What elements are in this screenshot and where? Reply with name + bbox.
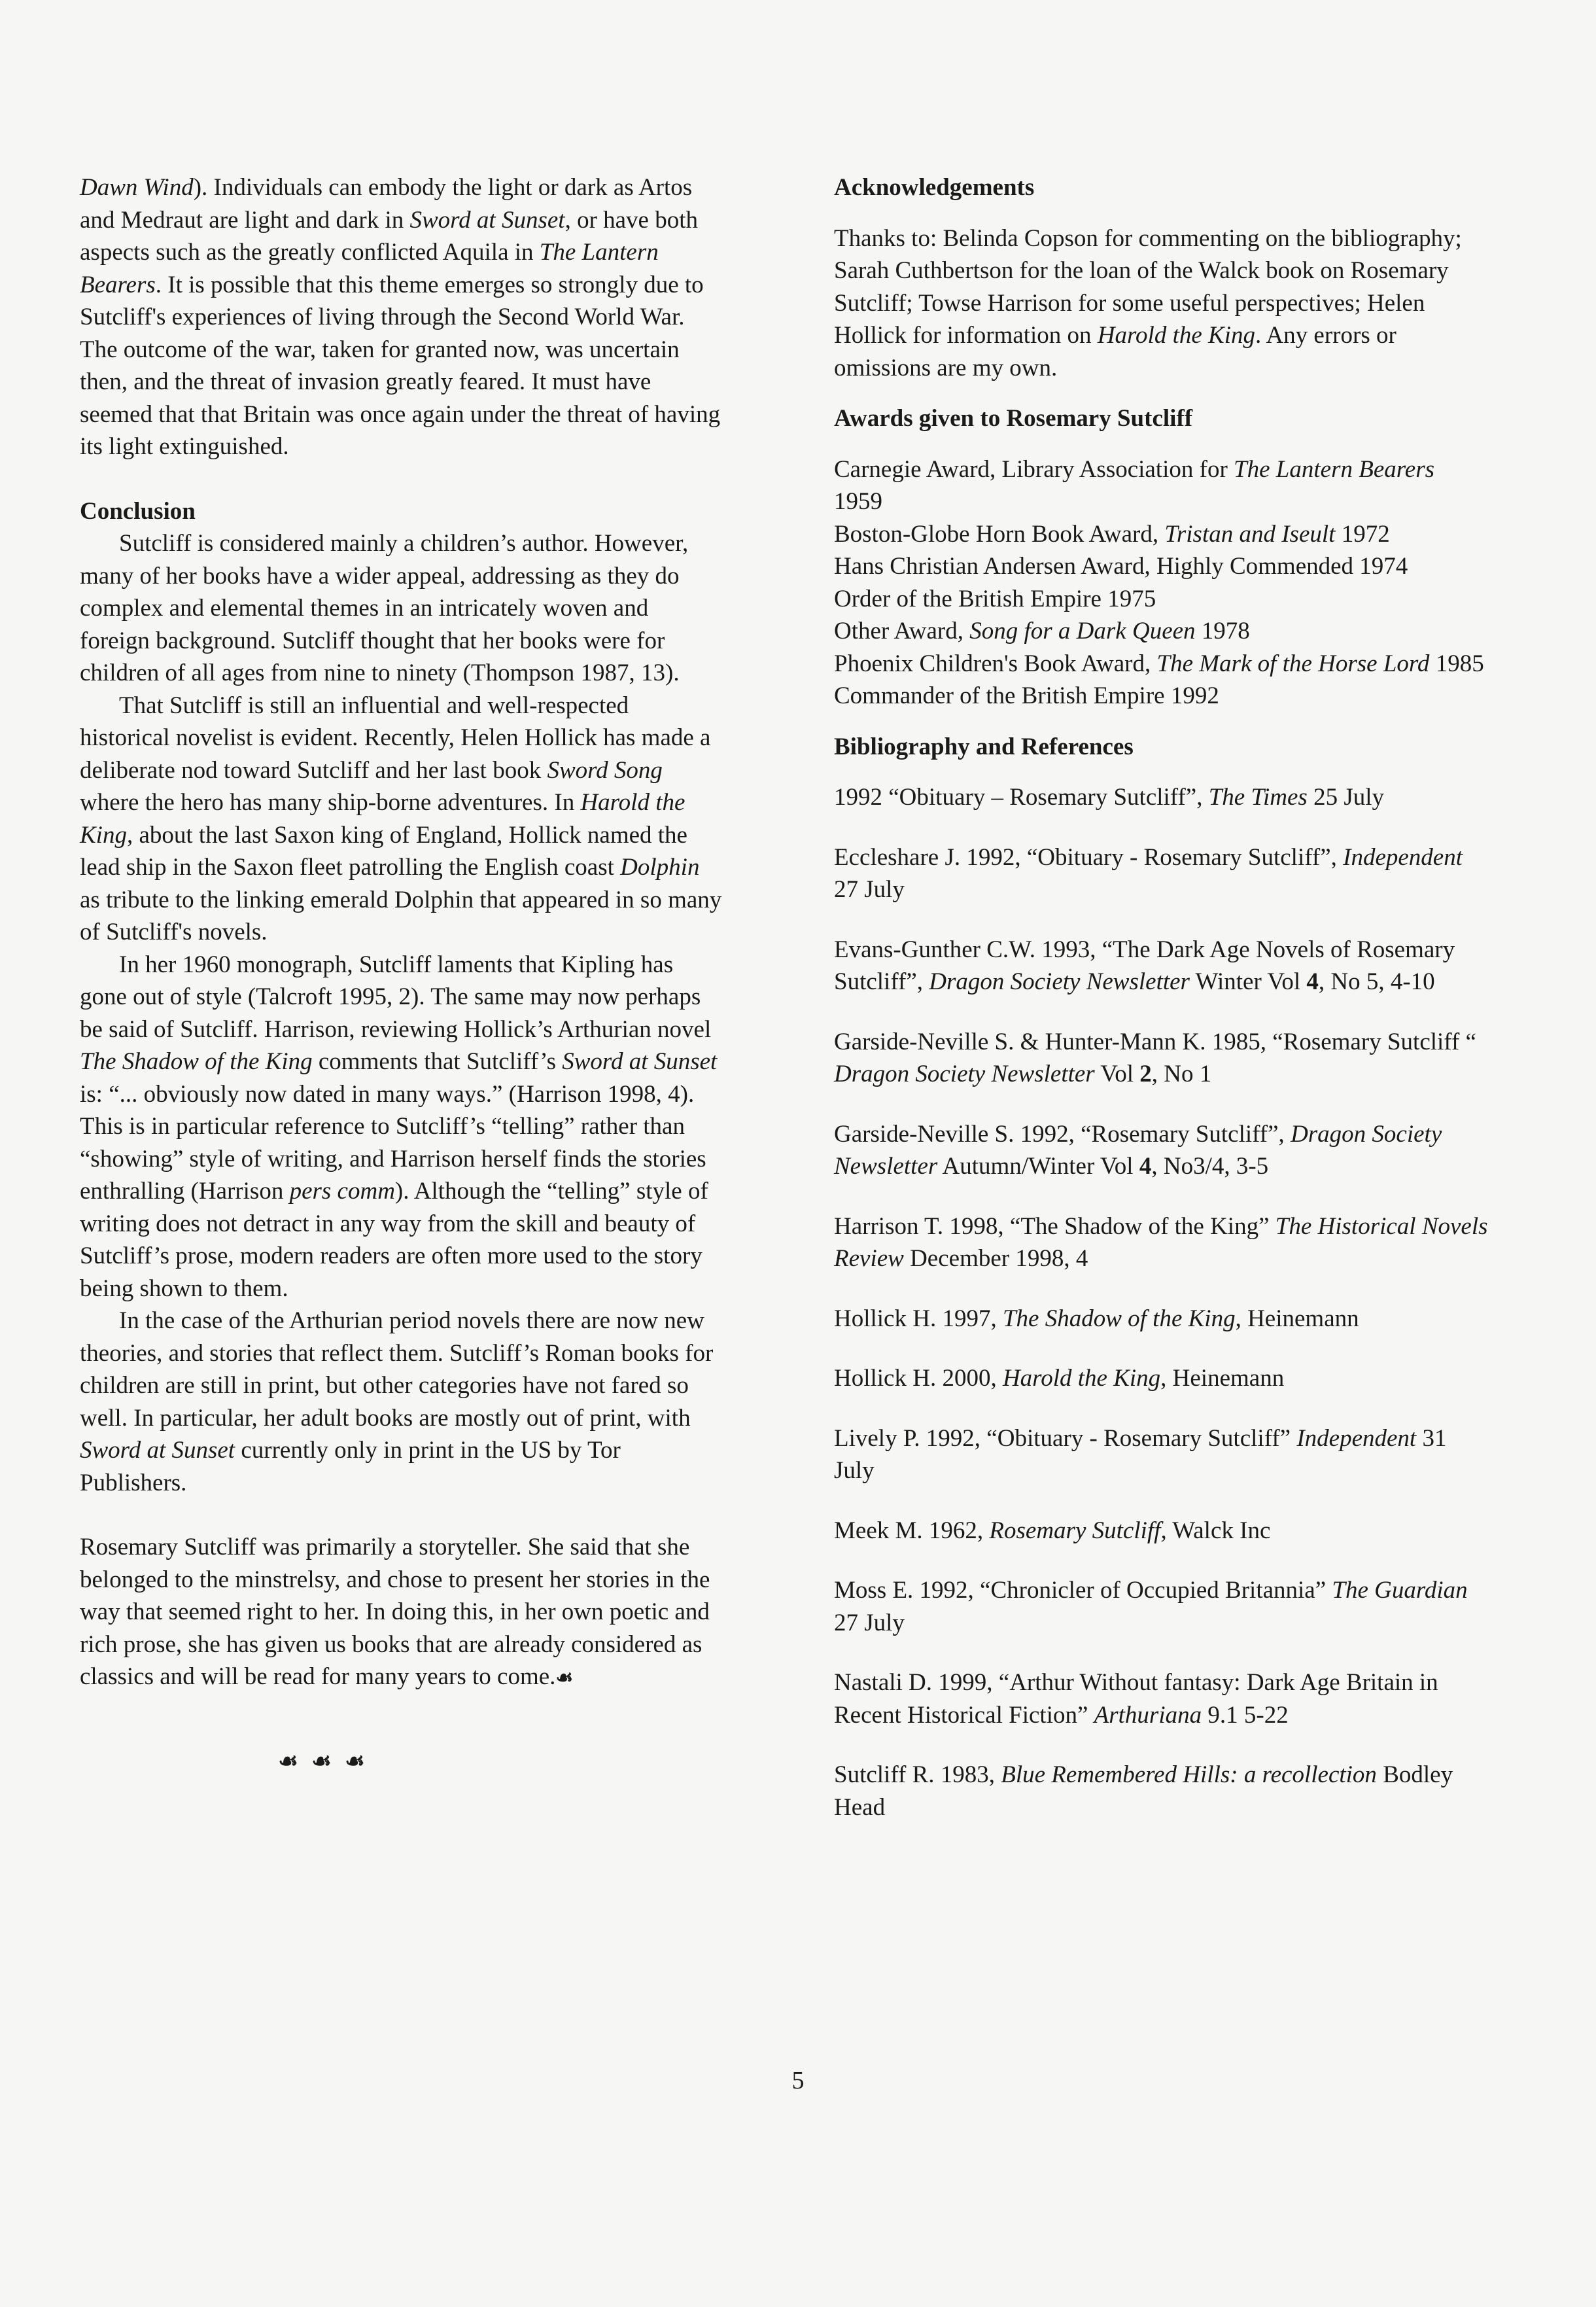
conclusion-paragraph-2 bbox=[80, 690, 724, 949]
award-item bbox=[834, 550, 1488, 583]
text-run: December 1998, 4 bbox=[903, 1245, 1088, 1272]
text-run: Nastali D. 1999, “Arthur Without fantasy: Dark Age Britain in Recent Historical Fiction” bbox=[834, 1669, 1438, 1729]
italic-text: The Mark of the Horse Lord bbox=[1156, 650, 1430, 677]
end-mark-icon: ☙ bbox=[555, 1667, 574, 1689]
award-item bbox=[834, 453, 1488, 518]
text-run: Hollick H. 2000, bbox=[834, 1365, 1003, 1392]
italic-text: pers comm bbox=[289, 1178, 395, 1205]
reference-item bbox=[834, 1118, 1488, 1183]
text-run: , No3/4, 3-5 bbox=[1151, 1153, 1269, 1180]
italic-text: Dragon Society Newsletter bbox=[834, 1061, 1095, 1087]
intro-paragraph bbox=[80, 171, 724, 463]
text-run: 1972 bbox=[1335, 520, 1390, 548]
text-run: . Any errors or omissions are my own. bbox=[834, 322, 1396, 381]
text-run: 1992 “Obituary – Rosemary Sutcliff”, bbox=[834, 784, 1209, 811]
text-run: Moss E. 1992, “Chronicler of Occupied Britannia” bbox=[834, 1577, 1332, 1604]
reference-item bbox=[834, 1026, 1488, 1091]
text-run: Phoenix Children's Book Award, bbox=[834, 650, 1157, 677]
italic-text: Rosemary Sutcliff, bbox=[989, 1517, 1167, 1544]
text-run: , about the last Saxon king of England, Hollick named the lead ship in the Saxon fleet patrolling the English coast bbox=[80, 821, 687, 881]
italic-text: Independent bbox=[1296, 1424, 1417, 1452]
award-item bbox=[834, 648, 1488, 680]
text-run: That Sutcliff is still an influential and well-respected historical novelist is evident. Recently, Helen Hollick has made a deliberate nod toward Sutcliff and her last book bbox=[80, 692, 711, 784]
italic-text: Dawn Wind bbox=[80, 174, 194, 201]
text-run: Eccleshare J. 1992, “Obituary - Rosemary Sutcliff”, bbox=[834, 843, 1344, 871]
text-run: , No 1 bbox=[1151, 1061, 1212, 1087]
text-run: , or have both aspects such as the greatly conflicted Aquila in bbox=[80, 206, 699, 266]
references-list bbox=[834, 781, 1488, 1823]
italic-text: Arthuriana bbox=[1094, 1701, 1202, 1729]
italic-text: The Guardian bbox=[1332, 1577, 1468, 1604]
text-run: 25 July bbox=[1307, 784, 1385, 811]
text-run: 27 July bbox=[834, 876, 905, 903]
reference-item bbox=[834, 781, 1488, 814]
reference-item bbox=[834, 1210, 1488, 1275]
left-column bbox=[80, 171, 724, 1778]
italic-text: Tristan and Iseult bbox=[1164, 520, 1336, 548]
reference-item bbox=[834, 1666, 1488, 1731]
italic-text: The Shadow of the King bbox=[80, 1048, 313, 1075]
text-run: comments that Sutcliff’s bbox=[312, 1048, 563, 1075]
text-run: , Heinemann bbox=[1235, 1305, 1359, 1332]
text-run: Garside-Neville S. 1992, “Rosemary Sutcliff”, bbox=[834, 1120, 1291, 1148]
awards-list bbox=[834, 453, 1488, 713]
text-run: Carnegie Award, Library Association for bbox=[834, 455, 1234, 483]
text-run: Order of the British Empire 1975 bbox=[834, 585, 1156, 612]
text-run: Vol bbox=[1094, 1061, 1140, 1087]
award-item bbox=[834, 615, 1488, 648]
page-number: 5 bbox=[791, 2067, 805, 2094]
italic-text: Dragon Society Newsletter bbox=[929, 968, 1190, 995]
text-run: Sutcliff R. 1983, bbox=[834, 1761, 1001, 1788]
conclusion-paragraph-3 bbox=[80, 949, 724, 1305]
text-run: 31 July bbox=[834, 1424, 1447, 1484]
text-run: Harrison T. 1998, “The Shadow of the King” bbox=[834, 1212, 1275, 1240]
text-run: Lively P. 1992, “Obituary - Rosemary Sutcliff” bbox=[834, 1424, 1297, 1452]
text-run: Hollick H. 1997, bbox=[834, 1305, 1003, 1332]
italic-text: Harold the King bbox=[1097, 322, 1255, 349]
text-run: where the hero has many ship-borne adventures. In bbox=[80, 789, 581, 816]
bold-text: 4 bbox=[1139, 1153, 1152, 1180]
reference-item bbox=[834, 1362, 1488, 1395]
award-item bbox=[834, 518, 1488, 551]
italic-text: Sword at Sunset bbox=[562, 1048, 718, 1075]
italic-text: The Lantern Bearers bbox=[80, 239, 659, 298]
text-run: 27 July bbox=[834, 1609, 905, 1636]
text-run: Thanks to: Belinda Copson for commenting on the bibliography; Sarah Cuthbertson for the loan of the Walck book on Rosemary Sutcliff; Towse Harrison for some useful perspectives; Helen Hollick for information on bbox=[834, 224, 1462, 349]
italic-text: Sword Song bbox=[547, 756, 663, 784]
text-run: 1978 bbox=[1195, 618, 1250, 644]
text-run: Autumn/Winter Vol bbox=[937, 1153, 1139, 1180]
text-run: Garside-Neville S. & Hunter-Mann K. 1985, “Rosemary Sutcliff “ bbox=[834, 1028, 1476, 1055]
italic-text: The Lantern Bearers bbox=[1234, 455, 1434, 483]
conclusion-paragraph-4 bbox=[80, 1305, 724, 1499]
text-run: Hans Christian Andersen Award, Highly Commended 1974 bbox=[834, 553, 1408, 580]
reference-item bbox=[834, 1759, 1488, 1823]
italic-text: The Shadow of the King bbox=[1002, 1305, 1236, 1332]
text-run: Commander of the British Empire 1992 bbox=[834, 682, 1219, 709]
reference-item bbox=[834, 1574, 1488, 1639]
conclusion-heading: Conclusion bbox=[80, 497, 196, 525]
italic-text: Song for a Dark Queen bbox=[969, 618, 1196, 644]
section-ornament: ☙ ☙ ☙ bbox=[278, 1749, 369, 1774]
text-run: Evans-Gunther C.W. 1993, “The Dark Age Novels of Rosemary Sutcliff”, bbox=[834, 936, 1455, 995]
text-run: 1985 bbox=[1429, 650, 1484, 677]
text-run: Boston-Globe Horn Book Award, bbox=[834, 520, 1165, 548]
italic-text: Dolphin bbox=[620, 854, 700, 881]
italic-text: Harold the King bbox=[80, 789, 685, 849]
conclusion-paragraph-1: Sutcliff is considered mainly a children’s author. However, many of her books have a wider appeal, addressing as they do complex and elemental themes in an intricately woven and foreign background. Sutcliff thought that her books were for children of all ages from nine to ninety (Thompson 1987, 13). bbox=[80, 530, 689, 686]
italic-text: The Times bbox=[1208, 784, 1308, 811]
bold-text: 4 bbox=[1306, 968, 1319, 995]
text-run: , No 5, 4-10 bbox=[1318, 968, 1435, 995]
reference-item bbox=[834, 841, 1488, 906]
reference-item bbox=[834, 934, 1488, 998]
reference-item bbox=[834, 1303, 1488, 1335]
text-run: Winter Vol bbox=[1189, 968, 1307, 995]
italic-text: Independent bbox=[1343, 843, 1463, 871]
closing-text: Rosemary Sutcliff was primarily a storyteller. She said that she belonged to the minstrelsy, and chose to present her stories in the way that seemed right to her. In doing this, in her own poetic and rich prose, she has given us books that are already considered as classics and will be read for many years to come. bbox=[80, 1534, 710, 1690]
text-run: Meek M. 1962, bbox=[834, 1517, 990, 1544]
text-run: In the case of the Arthurian period novels there are now new theories, and stories that reflect them. Sutcliff’s Roman books for children are still in print, but other categories have not fared so well. In particular, her adult books are mostly out of print, with bbox=[80, 1307, 714, 1432]
italic-text: Blue Remembered Hills: a recollection bbox=[1001, 1761, 1377, 1788]
award-item bbox=[834, 583, 1488, 616]
text-run: , Heinemann bbox=[1160, 1365, 1285, 1392]
text-run: In her 1960 monograph, Sutcliff laments that Kipling has gone out of style (Talcroft 1995, 2). The same may now perhaps be said of Sutcliff. Harrison, reviewing Hollick’s Arthurian novel bbox=[80, 951, 712, 1043]
text-run: Walck Inc bbox=[1166, 1517, 1271, 1544]
italic-text: Sword at Sunset bbox=[80, 1437, 235, 1464]
award-item bbox=[834, 680, 1488, 713]
right-column bbox=[834, 171, 1488, 1851]
reference-item bbox=[834, 1422, 1488, 1487]
reference-item bbox=[834, 1515, 1488, 1547]
text-run: . It is possible that this theme emerges so strongly due to Sutcliff's experiences of living through the Second World War. The outcome of the war, taken for granted now, was uncertain then, and the threat of invasion greatly feared. It must have seemed that that Britain was once again under the threat of having its light extinguished. bbox=[80, 271, 721, 460]
italic-text: Dragon Society Newsletter bbox=[834, 1120, 1442, 1180]
text-run: ). Although the “telling” style of writing does not detract in any way from the skill and beauty of Sutcliff’s prose, modern readers are often more used to the story being shown to them. bbox=[80, 1178, 708, 1302]
acknowledgements-text bbox=[834, 222, 1488, 385]
bibliography-heading: Bibliography and References bbox=[834, 733, 1134, 760]
bold-text: 2 bbox=[1139, 1061, 1152, 1087]
text-run: is: “... obviously now dated in many ways.” (Harrison 1998, 4). This is in particular reference to Sutcliff’s “telling” rather than “showing” style of writing, and Harrison herself finds the stories enthralling (Harrison bbox=[80, 1080, 706, 1205]
awards-heading: Awards given to Rosemary Sutcliff bbox=[834, 405, 1193, 432]
text-run: 1959 bbox=[834, 488, 882, 515]
text-run: as tribute to the linking emerald Dolphin that appeared in so many of Sutcliff's novels. bbox=[80, 886, 722, 945]
italic-text: Sword at Sunset bbox=[409, 206, 565, 234]
acknowledgements-heading: Acknowledgements bbox=[834, 174, 1035, 201]
closing-paragraph bbox=[80, 1531, 724, 1695]
text-run: Other Award, bbox=[834, 618, 970, 644]
italic-text: Harold the King bbox=[1002, 1365, 1161, 1392]
text-run: currently only in print in the US by Tor Publishers. bbox=[80, 1437, 621, 1496]
italic-text: The Historical Novels Review bbox=[834, 1212, 1488, 1272]
text-run: Bodley Head bbox=[834, 1761, 1453, 1821]
text-run: ). Individuals can embody the light or dark as Artos and Medraut are light and dark in bbox=[80, 174, 693, 234]
text-run: 9.1 5-22 bbox=[1202, 1701, 1289, 1729]
